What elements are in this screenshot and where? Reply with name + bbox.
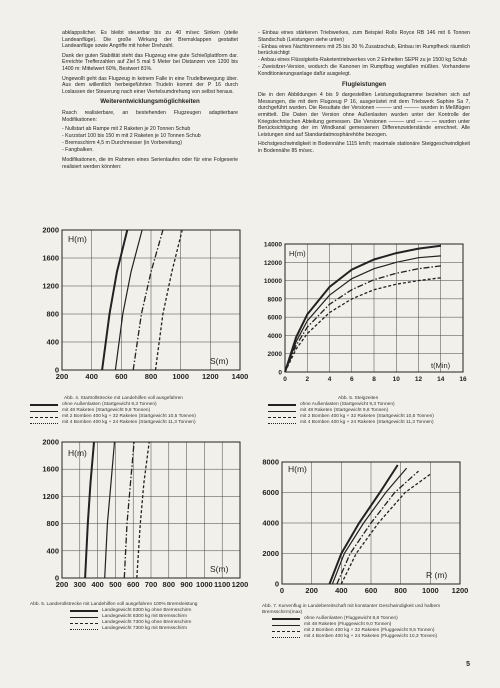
legend-line-dashed: [272, 637, 300, 638]
series-line: [285, 246, 441, 372]
legend-line-solid: [272, 618, 300, 620]
legend-line-dashdot: [272, 631, 300, 632]
series-line: [137, 442, 149, 578]
y-tick-label: 0: [54, 573, 59, 583]
x-tick-label: 4: [327, 376, 332, 383]
y-tick-label: 2000: [267, 351, 282, 359]
legend-line-solid: [70, 610, 98, 612]
legend-item: mit 4 Bomben 400 kg + 24 Raketen (Fluggewicht 10,3 Tonnen): [272, 634, 478, 640]
y-tick-label: 4000: [267, 332, 282, 340]
y-tick-label: 12000: [263, 259, 282, 267]
y-tick-label: 10000: [263, 278, 282, 286]
legend-line-solid: [268, 411, 296, 412]
x-tick-label: 200: [55, 580, 69, 589]
x-tick-label: 900: [180, 580, 193, 589]
paragraph: Höchstgeschwindigkeit in Bodennähe 1115 km/h; maximale stationäre Steiggeschwindigkeit in Bodennähe 85 m/sec.: [258, 141, 470, 154]
x-tick-label: 200: [55, 372, 69, 381]
legend-item: mit 2 Bomben 400 kg + 32 Raketen (Fluggewicht 9,5 Tonnen): [272, 628, 478, 634]
y-tick-label: 8000: [262, 457, 279, 467]
legend-item: mit 48 Raketen (Startgewicht 9,8 Tonnen): [268, 408, 478, 414]
y-tick-label: 6000: [267, 314, 282, 322]
y-tick-label: 0: [278, 369, 282, 377]
x-tick-label: 600: [126, 580, 140, 589]
y-tick-label: 400: [46, 546, 59, 556]
series-line: [124, 442, 134, 578]
y-axis-label: H(m): [68, 234, 87, 244]
legend-line-dashed: [70, 629, 98, 630]
y-tick-label: 0: [274, 579, 279, 589]
x-tick-label: 8: [372, 376, 376, 383]
legend-item: mit 4 Bomben 400 kg + 24 Raketen (Startgewicht 11,3 Tonnen): [30, 420, 250, 426]
legend-item: ohne Außenlasten (Startgewicht 9,3 Tonnen): [30, 402, 250, 408]
list-item: - Nullstart ab Rampe mit 2 Raketen je 20 Tonnen Schub: [62, 126, 191, 133]
chart-fig5-steigzeiten: [255, 240, 475, 390]
fig6-caption-block: [30, 602, 250, 632]
fig4-caption-block: [30, 396, 250, 426]
x-axis-label: t(Min): [431, 361, 451, 370]
figure-caption: Abb. 4. Startrollstrecke mit Landehilfen voll ausgefahren: [64, 396, 183, 401]
legend-line-dashdot: [268, 417, 296, 418]
legend-line-solid: [268, 404, 296, 406]
x-tick-label: 2: [305, 376, 310, 383]
legend-item: Landegewicht 8300 kg ohne Bremsschirm: [70, 608, 250, 614]
legend-line-dashed: [268, 423, 296, 424]
fig7-caption-block: [262, 604, 478, 640]
page-number: 5: [466, 661, 470, 668]
y-tick-label: 1200: [42, 491, 59, 501]
legend-item: Landegewicht 7300 kg ohne Bremsschirm: [70, 620, 250, 626]
x-tick-label: 400: [335, 586, 348, 595]
legend-item: ohne Außenlasten (Fluggewicht 8,8 Tonnen): [272, 616, 478, 622]
x-tick-label: 12: [414, 376, 423, 383]
x-tick-label: 1000: [172, 372, 190, 381]
y-axis-label: H(m): [68, 448, 87, 458]
series-line: [102, 230, 127, 370]
legend-line-solid: [70, 617, 98, 618]
x-tick-label: 600: [115, 372, 128, 381]
x-tick-label: 500: [109, 580, 122, 589]
series-line: [156, 230, 183, 370]
x-tick-label: 1000: [421, 586, 439, 595]
legend-item: Landegewicht 8300 kg mit Bremsschirm: [70, 614, 250, 620]
list-item: - Einbau eines Nachbrenners mit 25 bis 30 % Zusatzschub, Einbau im Rumpfheck räumlich berücksichtigt: [258, 43, 470, 57]
y-tick-label: 800: [46, 309, 59, 319]
list-item: - Einbau eines stärkeren Triebwerkes, zum Beispiel Rolls Royce RB 146 mit 6 Tonnen Standschub (Leistungen siehe unten): [258, 30, 470, 43]
figure-caption: Abb. 7. Kurvenflug in Landebereitschaft mit konstanter Geschwindigkeit und halbem Bremsschirm(max): [262, 604, 441, 615]
x-tick-label: 200: [305, 586, 318, 595]
y-tick-label: 6000: [262, 488, 279, 497]
legend-line-dashdot: [70, 623, 98, 624]
y-tick-label: 2000: [42, 225, 59, 235]
legend-line-solid: [272, 625, 300, 626]
x-axis-label: S(m): [210, 564, 229, 574]
paragraph: Modifikationen, die im Rahmen eines Serienlaufes oder für eine Folgeserie realisiert werden könnten:: [62, 157, 238, 170]
series-line: [285, 278, 441, 372]
paragraph: Die in den Abbildungen 4 bis 9 dargestellten Leistungsdiagramme beziehen sich auf Messungen, die mit dem Flugzeug P 16, ausgerüstet mit dem Triebwerk Saphire Sa 7, durchgeführt wurden. Die Resultate der Versionen ——— und ——— wurden in Meßflügen ermittelt. Die Daten der Version ohne Außenlasten wurden unter der Kontrolle der Kriegstechnischen Abteilung gemessen. Die Versionen ——— und — — — wurden unter Berücksichtigung der im Windkanal gemessenen Differenzwiderstände errechnet. Alle Leistungen sind auf Standardatmosphärehöhe bezogen.: [258, 92, 470, 138]
y-tick-label: 1600: [42, 253, 59, 263]
section-heading: Weiterentwicklungsmöglichkeiten: [100, 98, 200, 106]
series-line: [85, 442, 94, 578]
x-tick-label: 0: [283, 376, 287, 383]
left-text-column: [62, 30, 238, 173]
paragraph: Ungewollt geht das Flugzeug in keinem Falle in eine Trudelbewegung über. Aus dem willentlich herbeigeführten Trudeln kommt der P 16 durch Loslassen der Steuerung nach einer Viertelsumdrehung von selbst heraus.: [62, 75, 238, 95]
x-tick-label: 1200: [231, 580, 249, 589]
paragraph: Dank der guten Stabilität steht das Flugzeug eine gute Schießplattform dar. Erreichte Trefferzahlen auf Ziel 5 mal 5 Meter bei Distanzen von 1200 bis 1400 m: Mittelwert 60%, Bestwert 81%.: [62, 52, 238, 72]
figure-caption: Abb. 5. Landerollstrecke mit Landehilfen voll ausgefahren 100% Bremsleistung: [30, 602, 198, 607]
y-tick-label: 8000: [267, 296, 282, 304]
list-item: - Zweisitzer-Version, wodurch die Kanonen im Rumpfbug wegfallen müßten. Vorhandene Konditionierungsanlage dafür ausgelegt.: [258, 64, 470, 78]
series-line: [105, 442, 115, 578]
y-tick-label: 4000: [262, 518, 279, 528]
x-tick-label: 1200: [451, 586, 469, 595]
chart-fig7-kurvenflug: [248, 454, 470, 604]
x-tick-label: 400: [85, 372, 98, 381]
legend-item: Landegewicht 7300 kg mit Bremsschirm: [70, 626, 250, 632]
legend-line-dashdot: [30, 417, 58, 418]
legend-item: ohne Außenlasten (Startgewicht 9,3 Tonnen): [268, 402, 478, 408]
chart-fig6-landerollstrecke: [28, 436, 250, 598]
y-axis-label: H(m): [289, 249, 306, 258]
x-tick-label: 300: [73, 580, 87, 589]
list-item: - Kurzstart 100 bis 150 m mit 2 Raketen je 10 Tonnen Schub: [62, 133, 201, 140]
legend-line-solid: [30, 404, 58, 406]
legend-line-solid: [30, 411, 58, 412]
y-tick-label: 1600: [42, 464, 59, 474]
y-tick-label: 2000: [262, 549, 279, 558]
y-tick-label: 14000: [263, 241, 282, 249]
x-tick-label: 1000: [196, 580, 213, 589]
x-tick-label: 1200: [201, 372, 219, 381]
chart-fig4-startrollstrecke: [28, 224, 250, 396]
y-tick-label: 800: [46, 519, 59, 529]
x-tick-label: 800: [144, 372, 158, 381]
x-tick-label: 600: [364, 586, 378, 595]
x-axis-label: S(m): [210, 356, 229, 366]
x-axis-label: R (m): [426, 570, 448, 580]
x-tick-label: 16: [459, 376, 467, 383]
x-tick-label: 0: [279, 586, 285, 595]
series-line: [115, 230, 142, 370]
x-tick-label: 400: [91, 580, 104, 589]
x-tick-label: 800: [162, 580, 176, 589]
figure-caption: Abb. 5. Steigzeiten: [338, 396, 379, 401]
list-item: - Fangbalken.: [62, 147, 94, 154]
list-item: - Bremsschirm 4,5 m Durchmesser (in Vorbereitung): [62, 140, 182, 147]
series-line: [337, 471, 419, 584]
x-tick-label: 6: [349, 376, 354, 383]
paragraph: Rasch realisierbare, an bestehenden Flugzeugen adaptierbare Modifikationen:: [62, 109, 238, 123]
x-tick-label: 14: [437, 376, 445, 383]
y-axis-label: H(m): [288, 464, 307, 474]
x-tick-label: 1400: [231, 372, 249, 381]
x-tick-label: 800: [394, 586, 407, 595]
legend-line-dashed: [30, 423, 58, 424]
list-item: - Anbau eines Flüssigkeits-Raketentriebwerkes von 2 Einheiten SEPR zu je 1500 kg Schub: [258, 57, 468, 64]
y-tick-label: 1200: [42, 281, 59, 291]
right-text-column: [258, 30, 470, 158]
legend-item: mit 2 Bomben 400 kg + 32 Raketen (Startgewicht 10,5 Tonnen): [268, 414, 478, 420]
y-tick-label: 0: [54, 365, 59, 375]
y-tick-label: 400: [46, 337, 59, 347]
y-tick-label: 2000: [42, 437, 59, 447]
paragraph: abklappslicher. Es bleibt steuerbar bis zu 40 m/sec Sinken (steile Landeanflüge). Die große Wirkung der Bremsklappen gestattet Landeanflüge sowie Angriffe mit hoher Drehzahl.: [62, 30, 238, 50]
legend-item: mit 4 Bomben 400 kg + 24 Raketen (Startgewicht 11,3 Tonnen): [268, 420, 478, 426]
x-tick-label: 10: [392, 376, 400, 383]
legend-item: mit 2 Bomben 400 kg + 32 Raketen (Startgewicht 10,5 Tonnen): [30, 414, 250, 420]
section-heading: Flugleistungen: [342, 80, 386, 88]
legend-item: mit 48 Raketen (Startgewicht 9,8 Tonnen): [30, 408, 250, 414]
legend-item: mit 48 Raketen (Fluggewicht 9,0 Tonnen): [272, 622, 478, 628]
x-tick-label: 700: [144, 580, 158, 589]
x-tick-label: 1100: [214, 580, 231, 589]
fig5-caption-block: [268, 396, 478, 426]
